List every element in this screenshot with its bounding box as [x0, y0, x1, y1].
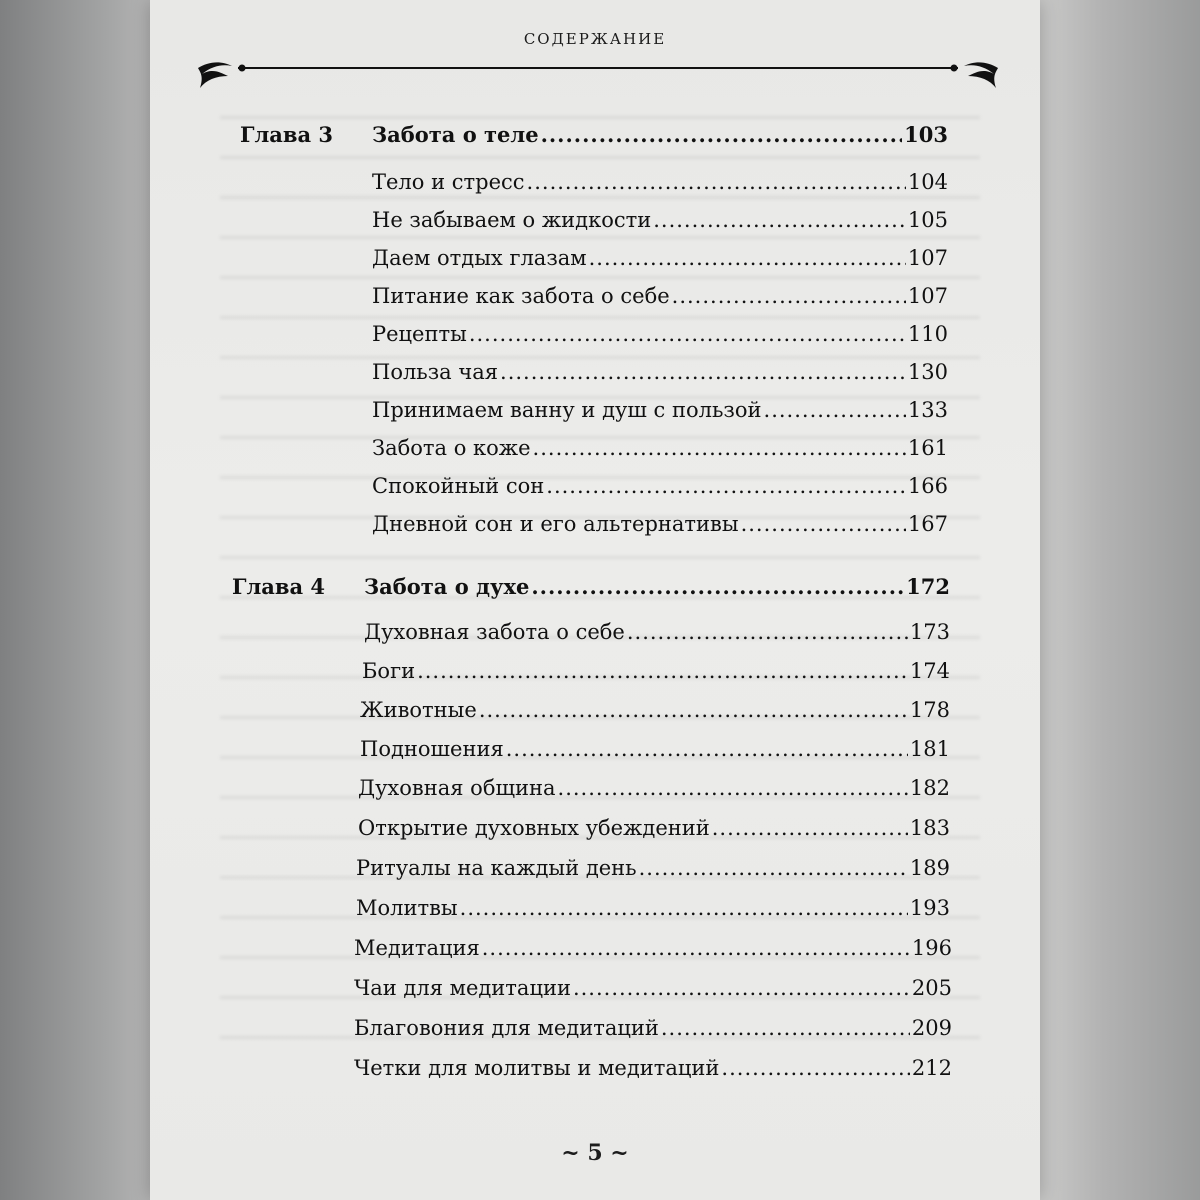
entry-title: Духовная забота о себе: [364, 620, 625, 644]
leader-dots: [661, 1016, 910, 1040]
leader-dots: [500, 360, 906, 384]
page-number: 193: [909, 896, 950, 920]
background-left: [0, 0, 150, 1200]
toc-entry: [372, 322, 948, 346]
toc-entry: [354, 936, 952, 960]
entry-title: Тело и стресс: [372, 170, 525, 194]
page-header: СОДЕРЖАНИЕ: [523, 30, 667, 48]
toc-entry: [372, 246, 948, 270]
page-number: 130: [907, 360, 948, 384]
entry-title: Духовная община: [358, 776, 556, 800]
leader-dots: [639, 856, 908, 880]
toc-entry: [364, 620, 950, 644]
entry-title: Боги: [362, 659, 416, 683]
leader-dots: [541, 122, 903, 147]
page-number: 107: [907, 284, 948, 308]
page-number: 183: [909, 816, 950, 840]
entry-title: Даем отдых глазам: [372, 246, 587, 270]
page-number: 182: [909, 776, 950, 800]
page-number: 181: [909, 737, 950, 761]
leader-dots: [527, 170, 906, 194]
toc-entry: [372, 512, 948, 536]
toc-entry: [372, 360, 948, 384]
entry-title: Чаи для медитации: [354, 976, 571, 1000]
toc-entry: [360, 737, 950, 761]
leader-dots: [531, 574, 904, 599]
toc-entry: [356, 856, 950, 880]
entry-title: Медитация: [354, 936, 480, 960]
page-number: 178: [909, 698, 950, 722]
entry-title: Подношения: [360, 737, 504, 761]
leader-dots: [721, 1056, 909, 1080]
leader-dots: [764, 398, 906, 422]
chapter-label: Глава 3: [240, 122, 334, 147]
entry-title: Польза чая: [372, 360, 499, 384]
background-right: [1040, 0, 1200, 1200]
chapter-row: [372, 122, 948, 147]
toc-entry: [354, 1016, 952, 1040]
leader-dots: [573, 976, 910, 1000]
page-number: 107: [907, 246, 948, 270]
entry-title: Питание как забота о себе: [372, 284, 670, 308]
page-number: 196: [911, 936, 952, 960]
entry-title: Животные: [360, 698, 477, 722]
toc-entry: [372, 170, 948, 194]
leader-dots: [741, 512, 906, 536]
toc-entry: [372, 474, 948, 498]
page-number: 104: [907, 170, 948, 194]
toc-entry: [372, 398, 948, 422]
page-number: 205: [911, 976, 952, 1000]
entry-title: Ритуалы на каждый день: [356, 856, 637, 880]
page-number: 110: [907, 322, 948, 346]
page-number: 166: [907, 474, 948, 498]
toc-entry: [372, 208, 948, 232]
page-number: 173: [909, 620, 950, 644]
page-number: 103: [904, 122, 948, 147]
entry-title: Четки для молитвы и медитаций: [354, 1056, 720, 1080]
leader-dots: [482, 936, 910, 960]
toc-entry: [356, 896, 950, 920]
toc-entry: [360, 698, 950, 722]
entry-title: Молитвы: [356, 896, 458, 920]
entry-title: Принимаем ванну и душ с пользой: [372, 398, 762, 422]
page-number: 161: [907, 436, 948, 460]
leader-dots: [627, 620, 908, 644]
toc-entry: [354, 976, 952, 1000]
book-page: [150, 0, 1040, 1200]
entry-title: Дневной сон и его альтернативы: [372, 512, 739, 536]
chapter-row: [364, 574, 950, 599]
entry-title: Открытие духовных убеждений: [358, 816, 710, 840]
entry-title: Спокойный сон: [372, 474, 545, 498]
leader-dots: [417, 659, 908, 683]
leader-dots: [589, 246, 906, 270]
leader-dots: [672, 284, 906, 308]
page-number: 105: [907, 208, 948, 232]
toc-entry: [358, 776, 950, 800]
toc-entry: [358, 816, 950, 840]
leader-dots: [653, 208, 906, 232]
entry-title: Не забываем о жидкости: [372, 208, 652, 232]
page-number: 209: [911, 1016, 952, 1040]
page-number: 212: [911, 1056, 952, 1080]
chapter-title: Забота о духе: [364, 574, 530, 599]
leader-dots: [546, 474, 906, 498]
entry-title: Забота о коже: [372, 436, 531, 460]
page-number: 167: [907, 512, 948, 536]
entry-title: Рецепты: [372, 322, 467, 346]
table-of-contents: [150, 0, 1040, 1200]
chapter-title: Забота о теле: [372, 122, 539, 147]
page-number: 172: [906, 574, 950, 599]
toc-entry: [372, 284, 948, 308]
leader-dots: [558, 776, 908, 800]
toc-entry: [354, 1056, 952, 1080]
page-number: 189: [909, 856, 950, 880]
page-number: 174: [909, 659, 950, 683]
leader-dots: [533, 436, 906, 460]
page-footer-number: ~ 5 ~: [561, 1140, 629, 1166]
entry-title: Благовония для медитаций: [354, 1016, 659, 1040]
toc-entry: [362, 659, 950, 683]
chapter-label: Глава 4: [232, 574, 326, 599]
leader-dots: [506, 737, 908, 761]
page-number: 133: [907, 398, 948, 422]
leader-dots: [712, 816, 908, 840]
leader-dots: [469, 322, 906, 346]
toc-entry: [372, 436, 948, 460]
leader-dots: [460, 896, 908, 920]
leader-dots: [479, 698, 908, 722]
